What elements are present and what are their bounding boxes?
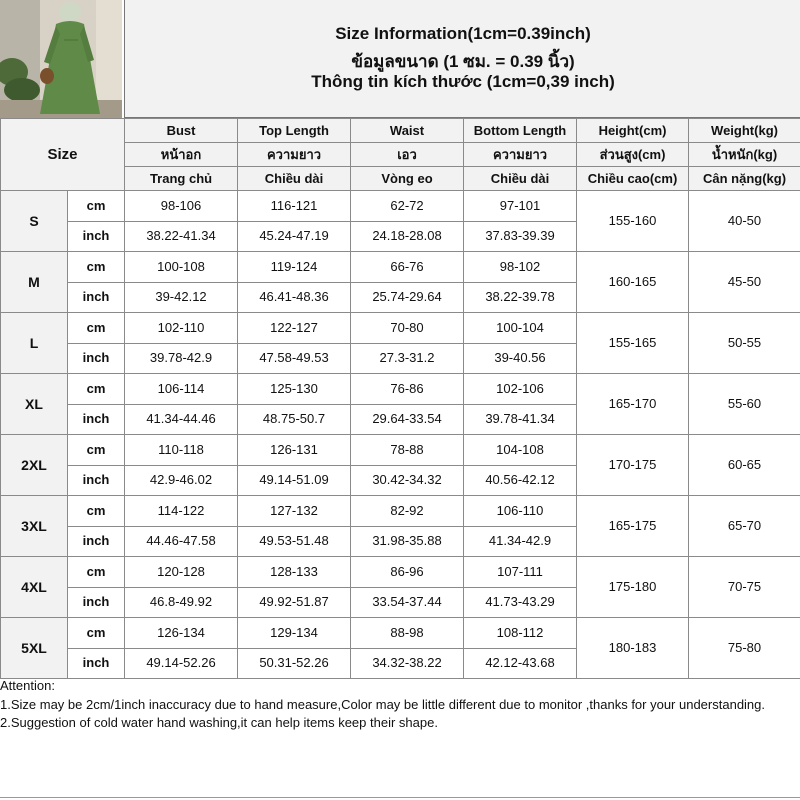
- note-line-1: 1.Size may be 2cm/1inch inaccuracy due to hand measure,Color may be little different due to monitor ,thanks for your understanding.: [0, 696, 766, 712]
- measure-cm: 129-134: [238, 618, 351, 649]
- measure-cm: 106-114: [125, 374, 238, 405]
- weight-range: 40-50: [689, 191, 800, 252]
- weight-range: 55-60: [689, 374, 800, 435]
- col-header-vi: Vòng eo: [351, 167, 464, 191]
- measure-inch: 49.14-52.26: [125, 648, 238, 679]
- unit-label-inch: inch: [68, 587, 125, 618]
- bottom-divider: [0, 797, 800, 798]
- note-line-2: 2.Suggestion of cold water hand washing,it can help items keep their shape.: [0, 715, 438, 730]
- size-row-cm: [1, 191, 800, 222]
- height-range: 180-183: [577, 618, 689, 679]
- size-row-cm: [1, 313, 800, 344]
- col-header-th: หน้าอก: [125, 143, 238, 167]
- height-range: 165-175: [577, 496, 689, 557]
- measure-cm: 78-88: [351, 435, 464, 466]
- unit-label-inch: inch: [68, 648, 125, 679]
- measure-cm: 86-96: [351, 557, 464, 588]
- measure-cm: 62-72: [351, 191, 464, 222]
- col-header-vi: Trang chủ: [125, 167, 238, 191]
- measure-cm: 102-106: [464, 374, 577, 405]
- measure-cm: 128-133: [238, 557, 351, 588]
- size-label: XL: [1, 374, 68, 435]
- measure-cm: 114-122: [125, 496, 238, 527]
- size-row-cm: [1, 557, 800, 588]
- height-range: 155-160: [577, 191, 689, 252]
- measure-inch: 41.34-42.9: [464, 526, 577, 557]
- unit-label-cm: cm: [68, 557, 125, 588]
- measure-inch: 39-40.56: [464, 343, 577, 374]
- weight-range: 45-50: [689, 252, 800, 313]
- measure-cm: 127-132: [238, 496, 351, 527]
- measure-cm: 100-108: [125, 252, 238, 283]
- col-header-vi: Cân nặng(kg): [689, 167, 800, 191]
- unit-label-inch: inch: [68, 221, 125, 252]
- col-header-th: น้ำหนัก(kg): [689, 143, 800, 167]
- measure-cm: 125-130: [238, 374, 351, 405]
- measure-cm: 70-80: [351, 313, 464, 344]
- size-chart-table: [0, 118, 800, 679]
- weight-range: 75-80: [689, 618, 800, 679]
- header-title-thai: ข้อมูลขนาด (1 ซม. = 0.39 นิ้ว): [351, 52, 575, 71]
- measure-cm: 100-104: [464, 313, 577, 344]
- measure-inch: 41.73-43.29: [464, 587, 577, 618]
- size-info-header: [124, 0, 800, 118]
- measure-inch: 27.3-31.2: [351, 343, 464, 374]
- notes-title: Attention:: [0, 678, 55, 693]
- measure-inch: 47.58-49.53: [238, 343, 351, 374]
- measure-inch: 40.56-42.12: [464, 465, 577, 496]
- col-header-vi: Chiều dài: [464, 167, 577, 191]
- measure-inch: 44.46-47.58: [125, 526, 238, 557]
- measure-inch: 33.54-37.44: [351, 587, 464, 618]
- size-label: 2XL: [1, 435, 68, 496]
- unit-label-cm: cm: [68, 435, 125, 466]
- measure-cm: 102-110: [125, 313, 238, 344]
- measure-inch: 46.8-49.92: [125, 587, 238, 618]
- size-row-cm: [1, 252, 800, 283]
- unit-label-cm: cm: [68, 191, 125, 222]
- height-range: 165-170: [577, 374, 689, 435]
- measure-inch: 34.32-38.22: [351, 648, 464, 679]
- measure-inch: 38.22-41.34: [125, 221, 238, 252]
- unit-label-inch: inch: [68, 404, 125, 435]
- measure-inch: 37.83-39.39: [464, 221, 577, 252]
- attention-notes: [0, 677, 800, 733]
- size-row-cm: [1, 435, 800, 466]
- unit-label-inch: inch: [68, 465, 125, 496]
- measure-inch: 30.42-34.32: [351, 465, 464, 496]
- col-header-vi: Chiều dài: [238, 167, 351, 191]
- header-title-vietnamese: Thông tin kích thước (1cm=0,39 inch): [311, 72, 615, 91]
- col-header-th: ส่วนสูง(cm): [577, 143, 689, 167]
- unit-label-inch: inch: [68, 526, 125, 557]
- weight-range: 65-70: [689, 496, 800, 557]
- measure-cm: 76-86: [351, 374, 464, 405]
- unit-label-cm: cm: [68, 496, 125, 527]
- col-header-en: Waist: [351, 119, 464, 143]
- col-header-en: Weight(kg): [689, 119, 800, 143]
- measure-inch: 45.24-47.19: [238, 221, 351, 252]
- col-header-en: Bottom Length: [464, 119, 577, 143]
- height-range: 160-165: [577, 252, 689, 313]
- unit-label-inch: inch: [68, 282, 125, 313]
- measure-inch: 38.22-39.78: [464, 282, 577, 313]
- col-header-en: Height(cm): [577, 119, 689, 143]
- measure-inch: 31.98-35.88: [351, 526, 464, 557]
- product-photo: [0, 0, 122, 118]
- size-column-header: Size: [1, 119, 125, 191]
- measure-cm: 104-108: [464, 435, 577, 466]
- height-range: 175-180: [577, 557, 689, 618]
- size-label: M: [1, 252, 68, 313]
- measure-cm: 110-118: [125, 435, 238, 466]
- measure-cm: 97-101: [464, 191, 577, 222]
- measure-inch: 25.74-29.64: [351, 282, 464, 313]
- measure-inch: 49.92-51.87: [238, 587, 351, 618]
- measure-inch: 50.31-52.26: [238, 648, 351, 679]
- measure-cm: 122-127: [238, 313, 351, 344]
- measure-cm: 98-106: [125, 191, 238, 222]
- measure-inch: 41.34-44.46: [125, 404, 238, 435]
- measure-inch: 39.78-41.34: [464, 404, 577, 435]
- col-header-en: Bust: [125, 119, 238, 143]
- measure-inch: 49.14-51.09: [238, 465, 351, 496]
- measure-cm: 107-111: [464, 557, 577, 588]
- measure-inch: 39.78-42.9: [125, 343, 238, 374]
- measure-cm: 116-121: [238, 191, 351, 222]
- col-header-th: เอว: [351, 143, 464, 167]
- measure-inch: 24.18-28.08: [351, 221, 464, 252]
- measure-inch: 39-42.12: [125, 282, 238, 313]
- dress-model-image: [0, 0, 122, 118]
- measure-cm: 106-110: [464, 496, 577, 527]
- unit-label-inch: inch: [68, 343, 125, 374]
- height-range: 170-175: [577, 435, 689, 496]
- col-header-th: ความยาว: [464, 143, 577, 167]
- measure-cm: 108-112: [464, 618, 577, 649]
- measure-cm: 98-102: [464, 252, 577, 283]
- weight-range: 60-65: [689, 435, 800, 496]
- measure-cm: 126-134: [125, 618, 238, 649]
- weight-range: 70-75: [689, 557, 800, 618]
- measure-cm: 126-131: [238, 435, 351, 466]
- col-header-vi: Chiều cao(cm): [577, 167, 689, 191]
- unit-label-cm: cm: [68, 313, 125, 344]
- header-row-english: [1, 119, 800, 143]
- col-header-en: Top Length: [238, 119, 351, 143]
- size-label: L: [1, 313, 68, 374]
- measure-cm: 119-124: [238, 252, 351, 283]
- size-label: S: [1, 191, 68, 252]
- weight-range: 50-55: [689, 313, 800, 374]
- size-row-cm: [1, 374, 800, 405]
- height-range: 155-165: [577, 313, 689, 374]
- header-title-english: Size Information(1cm=0.39inch): [335, 24, 591, 43]
- unit-label-cm: cm: [68, 618, 125, 649]
- unit-label-cm: cm: [68, 252, 125, 283]
- col-header-th: ความยาว: [238, 143, 351, 167]
- measure-inch: 48.75-50.7: [238, 404, 351, 435]
- size-label: 5XL: [1, 618, 68, 679]
- size-label: 4XL: [1, 557, 68, 618]
- measure-inch: 42.9-46.02: [125, 465, 238, 496]
- measure-cm: 88-98: [351, 618, 464, 649]
- size-row-cm: [1, 618, 800, 649]
- measure-inch: 29.64-33.54: [351, 404, 464, 435]
- measure-cm: 82-92: [351, 496, 464, 527]
- unit-label-cm: cm: [68, 374, 125, 405]
- measure-inch: 49.53-51.48: [238, 526, 351, 557]
- measure-cm: 66-76: [351, 252, 464, 283]
- size-label: 3XL: [1, 496, 68, 557]
- measure-inch: 46.41-48.36: [238, 282, 351, 313]
- measure-cm: 120-128: [125, 557, 238, 588]
- measure-inch: 42.12-43.68: [464, 648, 577, 679]
- size-row-cm: [1, 496, 800, 527]
